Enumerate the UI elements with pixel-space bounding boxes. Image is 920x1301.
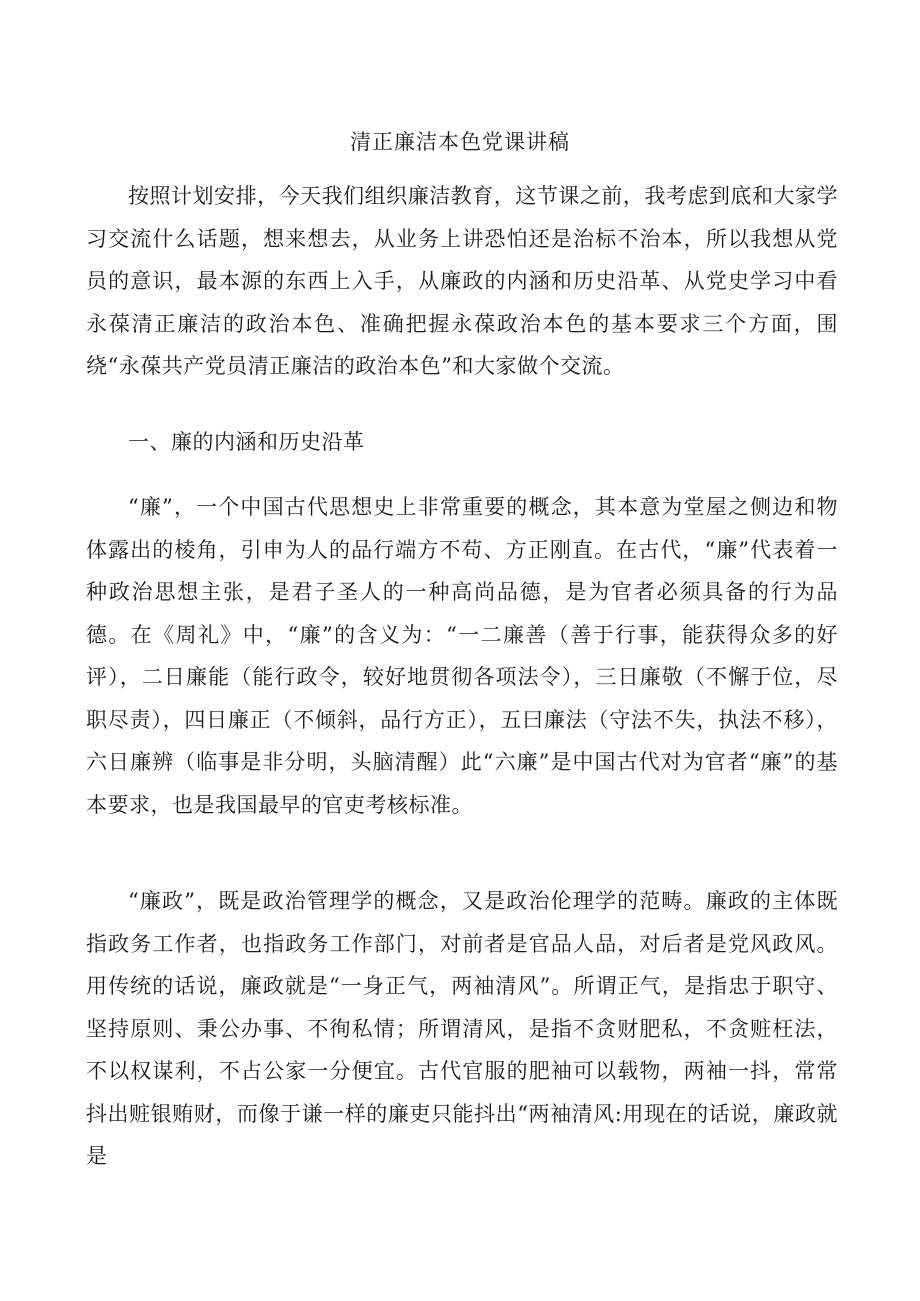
lian-definition-paragraph: “廉”，一个中国古代思想史上非常重要的概念，其本意为堂屋之侧边和物体露出的棱角，引申为人的品行端方不苟、方正刚直。在古代，“廉”代表着一种政治思想主张，是君子圣人的一种高尚品德，是为官者必须具备的行为品德。在《周礼》中，“廉”的含义为：“一二廉善（善于行事，能获得众多的好评），二日廉能（能行政令，较好地贯彻各项法令），三日廉敬（不懈于位，尽职尽责），四日廉正（不倾斜，品行方正），五曰廉法（守法不失，执法不移），六日廉辨（临事是非分明，头脑清醒）此“六廉”是中国古代对为官者“廉”的基本要求，也是我国最早的官吏考核标准。 — [86, 495, 838, 817]
lianzheng-paragraph: “廉政”，既是政治管理学的概念，又是政治伦理学的范畴。廉政的主体既指政务工作者，也指政务工作部门，对前者是官品人品，对后者是党风政风。用传统的话说，廉政就是“一身正气，两袖清风”。所谓正气，是指忠于职守、坚持原则、秉公办事、不徇私情；所谓清风，是指不贪财肥私，不贪赃枉法，不以权谋利，不占公家一分便宜。古代官服的肥袖可以载物，两袖一抖，常常抖出赃银贿财，而像于谦一样的廉吏只能抖出“两袖清风:用现在的话说，廉政就是 — [86, 889, 838, 1168]
intro-paragraph: 按照计划安排，今天我们组织廉洁教育，这节课之前，我考虑到底和大家学习交流什么话题，想来想去，从业务上讲恐怕还是治标不治本，所以我想从党员的意识，最本源的东西上入手，从廉政的内涵和历史沿革、从党史学习中看永葆清正廉洁的政治本色、准确把握永葆政治本色的基本要求三个方面，围绕“永葆共产党员清正廉洁的政治本色”和大家做个交流。 — [86, 184, 838, 378]
document-title: 清正廉洁本色党课讲稿 — [350, 130, 570, 154]
section-heading: 一、廉的内涵和历史沿革 — [128, 430, 365, 454]
